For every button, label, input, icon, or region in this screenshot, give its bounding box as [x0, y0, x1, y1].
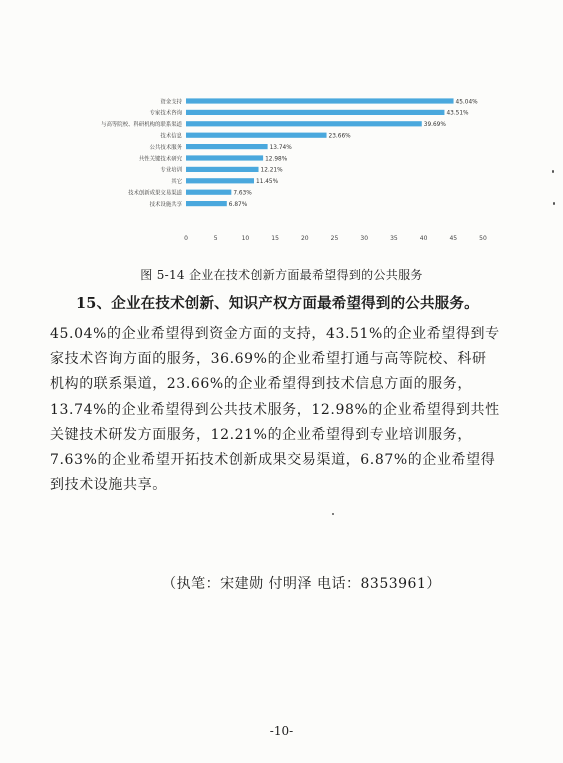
data-label: 43.51% — [446, 110, 469, 117]
data-label: 13.74% — [269, 144, 292, 151]
data-label: 7.63% — [233, 190, 252, 197]
data-label: 12.98% — [265, 156, 288, 163]
category-label: 与高等院校、科研机构的联系渠道 — [101, 122, 182, 129]
scan-speck — [552, 170, 554, 173]
data-label: 12.21% — [260, 167, 283, 174]
x-tick-label: 5 — [213, 235, 218, 242]
category-label: 技术创新成果交易渠道 — [128, 190, 182, 197]
body-line: 家技术咨询方面的服务，36.69%的企业希望打通与高等院校、科研 — [50, 351, 487, 368]
scan-speck — [332, 513, 334, 515]
category-label: 公共技术服务 — [149, 144, 182, 151]
bar-chart — [0, 0, 563, 250]
category-label: 共性关键技术研究 — [138, 156, 182, 163]
body-line: 7.63%的企业希望开拓技术创新成果交易渠道，6.87%的企业希望得 — [50, 452, 496, 469]
body-paragraph — [50, 322, 520, 498]
category-label: 技术信息 — [160, 133, 182, 140]
category-label: 技术设施共享 — [149, 201, 182, 208]
data-label: 45.04% — [455, 99, 478, 106]
bar — [186, 167, 259, 172]
body-line: 关键技术研发方面服务，12.21%的企业希望得到专业培训服务， — [50, 426, 472, 443]
body-line: 45.04%的企业希望得到资金方面的支持，43.51%的企业希望得到专 — [50, 326, 500, 342]
x-tick-label: 45 — [449, 235, 458, 242]
x-tick-label: 50 — [479, 235, 487, 242]
body-line: 到技术设施共享。 — [50, 477, 167, 494]
bar — [186, 201, 227, 206]
bar — [186, 178, 254, 183]
bar — [186, 190, 231, 195]
bar — [186, 110, 444, 115]
data-label: 6.87% — [228, 201, 248, 208]
body-line: 机构的联系渠道，23.66%的企业希望得到技术信息方面的服务， — [50, 376, 472, 393]
category-label: 其它 — [171, 179, 182, 186]
bar — [186, 121, 422, 126]
data-label: 11.45% — [256, 179, 279, 186]
x-tick-label: 10 — [241, 235, 250, 242]
x-tick-label: 0 — [184, 235, 188, 242]
body-line: 13.74%的企业希望得到公共技术服务，12.98%的企业希望得到共性 — [50, 401, 500, 418]
category-label: 资金支持 — [160, 99, 182, 106]
category-label: 专业培训 — [160, 167, 182, 174]
data-label: 39.69% — [423, 122, 446, 129]
x-tick-label: 30 — [360, 235, 369, 242]
data-label: 23.66% — [328, 133, 351, 140]
page-number: -10- — [269, 724, 294, 738]
x-tick-label: 40 — [419, 235, 428, 242]
figure-caption: 图 5-14 企业在技术创新方面最希望得到的公共服务 — [140, 268, 423, 282]
author-credit: （执笔：宋建勋 付明泽 电话：8353961） — [162, 576, 441, 592]
x-tick-label: 15 — [271, 235, 279, 242]
x-tick-label: 35 — [390, 235, 398, 242]
bar — [186, 155, 263, 160]
section-heading: 15、企业在技术创新、知识产权方面最希望得到的公共服务。 — [76, 295, 479, 312]
bar — [186, 144, 268, 149]
scan-speck — [553, 202, 555, 205]
bar — [186, 133, 327, 138]
x-tick-label: 25 — [330, 235, 339, 242]
category-label: 专家技术咨询 — [149, 110, 182, 117]
x-tick-label: 20 — [300, 235, 309, 242]
bar — [186, 98, 454, 103]
